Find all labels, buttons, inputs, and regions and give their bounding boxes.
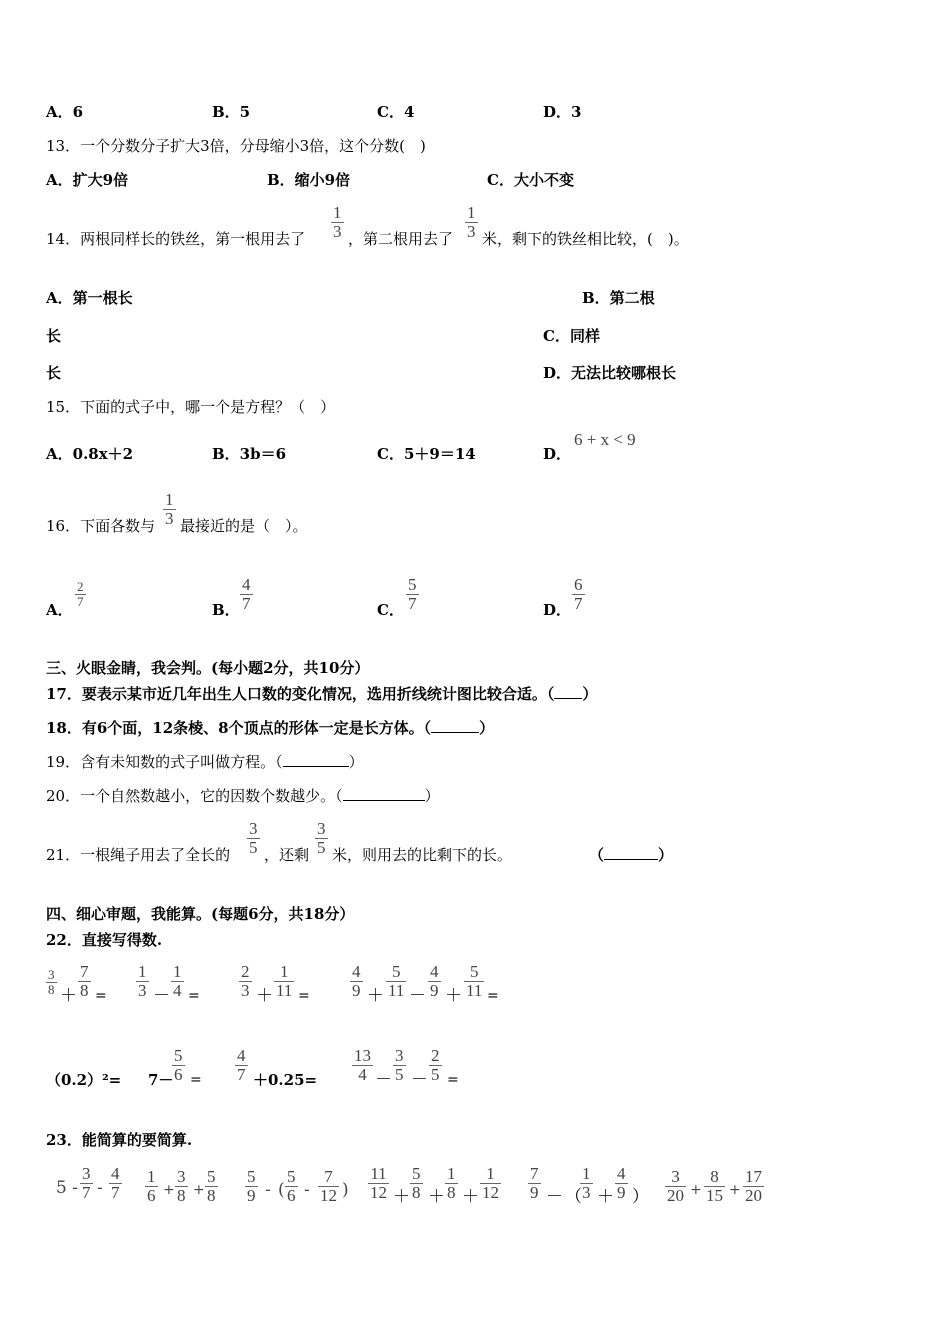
q16-option-b-fraction: $\frac{4}{7}$ [242, 575, 251, 613]
expr3-fraction-b: $\frac{5}{6}$ [287, 1167, 296, 1205]
calc-r2c4-fraction-c: $\frac{2}{5}$ [431, 1046, 440, 1084]
expr4-fraction-b: $\frac{5}{8}$ [412, 1164, 421, 1202]
q23-stem: 23．能简算的要简算. [46, 1131, 193, 1149]
q13-option-c[interactable]: C．大小不变 [487, 171, 574, 189]
q22-stem: 22．直接写得数. [46, 931, 163, 949]
calc-r1c1-fraction-a: $\frac{3}{8}$ [48, 967, 55, 997]
expr6-operator-1: + [690, 1182, 702, 1198]
expr6-fraction-a: $\frac{3}{20}$ [667, 1167, 684, 1205]
calc-r1c4-operator-1: ＋ [367, 986, 384, 1006]
q16-stem-part2: 最接近的是（ ）。 [180, 517, 308, 535]
q12-option-d[interactable]: D．3 [543, 103, 582, 121]
q17: 17．要表示某市近几年出生人口数的变化情况，选用折线统计图比较合适。（ ） [46, 685, 598, 703]
expr4-operator-1: ＋ [393, 1187, 410, 1207]
q16-target-fraction: $\frac{1}{3}$ [165, 490, 174, 528]
q21-part2: ，还剩 [264, 846, 310, 864]
q21-part3: 米，则用去的比剩下的长。 [332, 846, 513, 864]
calc-r2c4-equals: = [447, 1072, 459, 1088]
calc-r2c1-square: （0.2）²= [46, 1071, 122, 1089]
expr3-fraction-c: $\frac{7}{12}$ [320, 1167, 337, 1205]
q14-stem-part2: ，第二根用去了 [348, 230, 454, 248]
q16-option-c-fraction: $\frac{5}{7}$ [408, 575, 417, 613]
q14-option-c-continued: 长 [46, 364, 62, 382]
calc-r1c4-fraction-d: $\frac{5}{11}$ [466, 962, 483, 1000]
expr6-operator-2: + [729, 1182, 741, 1198]
calc-r1c3-fraction-b: $\frac{1}{11}$ [276, 962, 293, 1000]
calc-r1c2-operator: － [153, 986, 170, 1006]
q12-option-c[interactable]: C．4 [377, 103, 415, 121]
q21-answer-blank[interactable] [604, 845, 658, 860]
calc-r1c1-equals: = [95, 988, 107, 1004]
q21-fraction-of-whole: $\frac{3}{5}$ [249, 819, 258, 857]
expr5-fraction-b: $\frac{1}{3}$ [582, 1164, 591, 1202]
calc-r2c3-fraction: $\frac{4}{7}$ [237, 1046, 246, 1084]
q14-fraction-one-third: $\frac{1}{3}$ [333, 203, 342, 241]
expr4-fraction-c: $\frac{1}{8}$ [447, 1164, 456, 1202]
q15-option-a[interactable]: A．0.8x＋2 [46, 445, 134, 463]
q21-fraction-meters: $\frac{3}{5}$ [317, 819, 326, 857]
q13-stem: 13．一个分数分子扩大3倍，分母缩小3倍，这个分数( ) [46, 137, 426, 155]
calc-r2c3-plus: ＋0.25= [253, 1071, 318, 1089]
q14-option-b[interactable]: B．第二根 [582, 289, 655, 307]
q15-option-d[interactable]: D． [543, 445, 572, 463]
expr2-operator-1: + [163, 1182, 175, 1198]
q18: 18．有6个面，12条棱、8个顶点的形体一定是长方体。（ ） [46, 719, 495, 737]
expr2-operator-2: + [193, 1182, 205, 1198]
expr1-fraction-a: $\frac{3}{7}$ [82, 1164, 91, 1202]
q14-option-c[interactable]: C．同样 [543, 327, 600, 345]
expr3-left-paren: ( [278, 1180, 285, 1200]
calc-r1c1-fraction-b: $\frac{7}{8}$ [80, 962, 89, 1000]
expr3-operator-1: - [265, 1180, 271, 1200]
calc-r2c4-fraction-a: $\frac{13}{4}$ [354, 1046, 371, 1084]
calc-r1c1-operator: ＋ [60, 986, 77, 1006]
q14-option-d[interactable]: D．无法比较哪根长 [543, 364, 677, 382]
q16-option-c-letter[interactable]: C． [377, 601, 404, 619]
expr1-fraction-b: $\frac{4}{7}$ [111, 1164, 120, 1202]
expr6-fraction-c: $\frac{17}{20}$ [745, 1167, 762, 1205]
q20-answer-blank[interactable] [343, 786, 425, 801]
q15-option-b[interactable]: B．3b＝6 [212, 445, 287, 463]
q19-answer-blank[interactable] [283, 752, 349, 767]
calc-r2c2-seven-minus: 7－ [148, 1071, 174, 1089]
q16-option-a-fraction: $\frac{2}{7}$ [77, 579, 84, 609]
expr6-fraction-b: $\frac{8}{15}$ [706, 1167, 723, 1205]
expr2-fraction-b: $\frac{3}{8}$ [177, 1167, 186, 1205]
expr2-fraction-c: $\frac{5}{8}$ [207, 1167, 216, 1205]
calc-r2c4-fraction-b: $\frac{3}{5}$ [395, 1046, 404, 1084]
q20: 20．一个自然数越小，它的因数个数越少。（ ） [46, 787, 440, 805]
expr3-fraction-a: $\frac{5}{9}$ [247, 1167, 256, 1205]
expr3-operator-2: - [304, 1180, 310, 1200]
expr4-operator-2: ＋ [428, 1187, 445, 1207]
q18-answer-blank[interactable] [431, 718, 479, 733]
q14-stem-part1: 14．两根同样长的铁丝，第一根用去了 [46, 230, 306, 248]
expr4-fraction-a: $\frac{11}{12}$ [370, 1164, 387, 1202]
expr1-lead: 5 - [56, 1178, 78, 1198]
calc-r1c4-fraction-b: $\frac{5}{11}$ [388, 962, 405, 1000]
calc-r2c2-equals: = [190, 1072, 202, 1088]
q16-option-b-letter[interactable]: B． [212, 601, 240, 619]
calc-r1c3-equals: = [298, 988, 310, 1004]
q16-option-a-letter[interactable]: A． [46, 601, 73, 619]
q13-option-a[interactable]: A．扩大9倍 [46, 171, 129, 189]
q14-stem-part3: 米，剩下的铁丝相比较，( )。 [482, 230, 689, 248]
q12-option-b[interactable]: B．5 [212, 103, 251, 121]
q13-option-b[interactable]: B．缩小9倍 [267, 171, 351, 189]
q15-option-d-expression: 6 + x < 9 [574, 430, 636, 449]
q16-option-d-letter[interactable]: D． [543, 601, 572, 619]
expr3-right-paren: ) [342, 1180, 349, 1200]
calc-r1c4-fraction-a: $\frac{4}{9}$ [352, 962, 361, 1000]
q14-fraction-one-third-meter: $\frac{1}{3}$ [467, 203, 476, 241]
q14-option-b-continued: 长 [46, 327, 62, 345]
calc-r1c2-fraction-a: $\frac{1}{3}$ [138, 962, 147, 1000]
q15-option-c[interactable]: C．5＋9＝14 [377, 445, 476, 463]
expr5-right-paren: ） [632, 1187, 649, 1207]
calc-r2c2-fraction: $\frac{5}{6}$ [174, 1046, 183, 1084]
expr5-plus: ＋ [597, 1187, 614, 1207]
expr4-operator-3: ＋ [462, 1187, 479, 1207]
q21-answer: （ ） [589, 846, 674, 864]
calc-r1c4-operator-3: ＋ [445, 986, 462, 1006]
expr4-fraction-d: $\frac{1}{12}$ [482, 1164, 499, 1202]
calc-r2c4-minus-1: － [375, 1070, 392, 1090]
q16-option-d-fraction: $\frac{6}{7}$ [574, 575, 583, 613]
expr5-fraction-c: $\frac{4}{9}$ [617, 1164, 626, 1202]
q21-part1: 21．一根绳子用去了全长的 [46, 846, 231, 864]
section3-title: 三、火眼金睛，我会判。(每小题2分，共10分） [46, 659, 370, 677]
q17-answer-blank[interactable] [554, 684, 582, 699]
section4-title: 四、细心审题，我能算。(每题6分，共18分） [46, 905, 355, 923]
expr2-fraction-a: $\frac{1}{6}$ [147, 1167, 156, 1205]
calc-r2c4-minus-2: － [411, 1070, 428, 1090]
calc-r1c2-fraction-b: $\frac{1}{4}$ [173, 962, 182, 1000]
q15-stem: 15．下面的式子中，哪一个是方程？（ ） [46, 398, 336, 416]
calc-r1c3-operator: ＋ [256, 986, 273, 1006]
calc-r1c4-equals: = [487, 988, 499, 1004]
q14-option-a[interactable]: A．第一根长 [46, 289, 133, 307]
calc-r1c4-fraction-c: $\frac{4}{9}$ [430, 962, 439, 1000]
calc-r1c3-fraction-a: $\frac{2}{3}$ [241, 962, 250, 1000]
expr5-fraction-a: $\frac{7}{9}$ [530, 1164, 539, 1202]
expr5-left-paren: （ [565, 1187, 582, 1207]
expr1-operator: - [97, 1178, 103, 1198]
q19: 19．含有未知数的式子叫做方程。（ ） [46, 753, 364, 771]
expr5-minus: － [546, 1187, 563, 1207]
q16-stem-part1: 16．下面各数与 [46, 517, 156, 535]
calc-r1c2-equals: = [188, 988, 200, 1004]
q12-option-a[interactable]: A．6 [46, 103, 84, 121]
calc-r1c4-operator-2: － [409, 986, 426, 1006]
